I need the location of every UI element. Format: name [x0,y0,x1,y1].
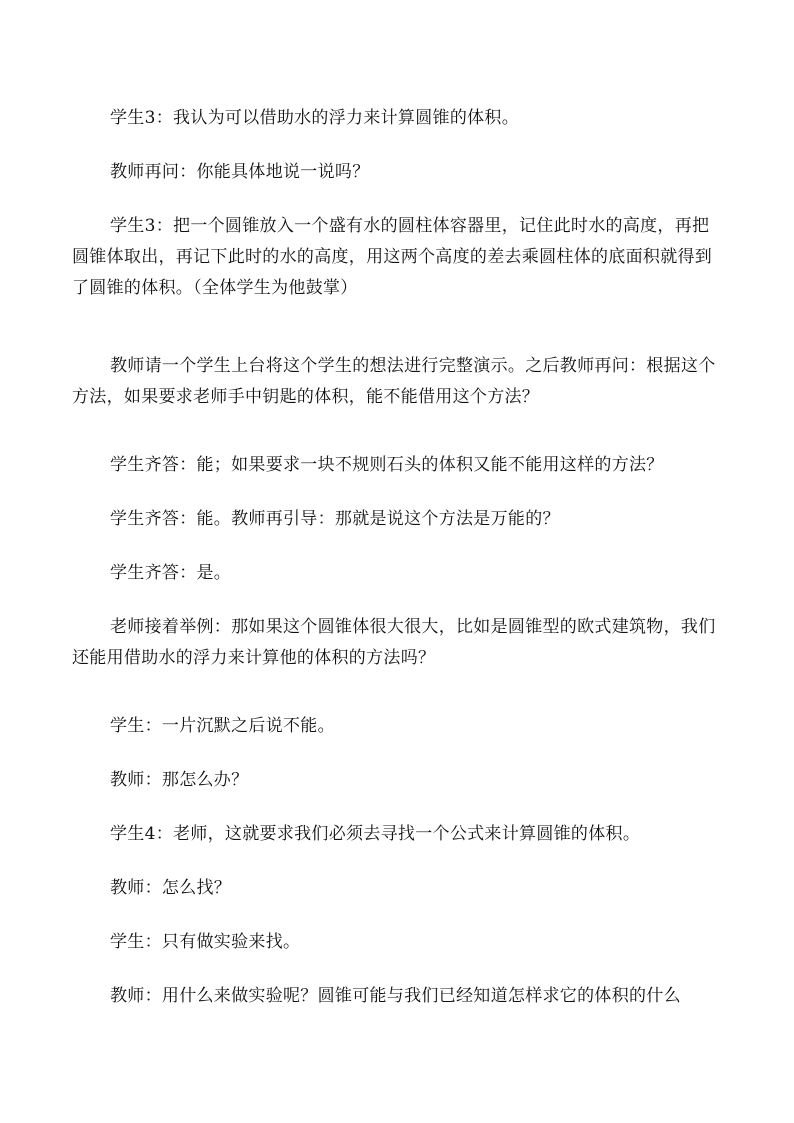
paragraph-teacher-what-to-use: 教师：用什么来做实验呢？圆锥可能与我们已经知道怎样求它的体积的什么 [110,986,681,1006]
paragraph-teacher-how: 教师：怎么找？ [110,878,232,898]
paragraph-student-experiment: 学生：只有做实验来找。 [110,932,301,952]
paragraph-teacher-demo: 教师请一个学生上台将这个学生的想法进行完整演示。之后教师再问：根据这个方法，如果要求老师手中钥匙的体积，能不能借用这个方法？ [72,356,716,407]
paragraph-student-silence: 学生：一片沉默之后说不能。 [110,716,335,736]
paragraph-student4-formula: 学生4：老师，这就要求我们必须去寻找一个公式来计算圆锥的体积。 [110,824,641,844]
paragraph-teacher-asks: 教师再问：你能具体地说一说吗？ [110,162,370,182]
paragraph-teacher-what-now: 教师：那怎么办？ [110,770,249,790]
paragraph-students-answer-2: 学生齐答：能。教师再引导：那就是说这个方法是万能的？ [110,509,560,529]
paragraph-student3-idea: 学生3：我认为可以借助水的浮力来计算圆锥的体积。 [110,108,520,128]
paragraph-teacher-example: 老师接着举例：那如果这个圆锥体很大很大，比如是圆锥型的欧式建筑物，我们还能用借助水的浮力来计算他的体积的方法吗？ [72,617,716,668]
paragraph-students-answer-3: 学生齐答：是。 [110,563,232,583]
paragraph-students-answer-1: 学生齐答：能；如果要求一块不规则石头的体积又能不能用这样的方法？ [110,455,664,475]
paragraph-student3-explains: 学生3：把一个圆锥放入一个盛有水的圆柱体容器里，记住此时水的高度，再把圆锥体取出，再记下此时的水的高度，用这两个高度的差去乘圆柱体的底面积就得到了圆锥的体积。（全体学生为他鼓掌） [72,216,713,298]
